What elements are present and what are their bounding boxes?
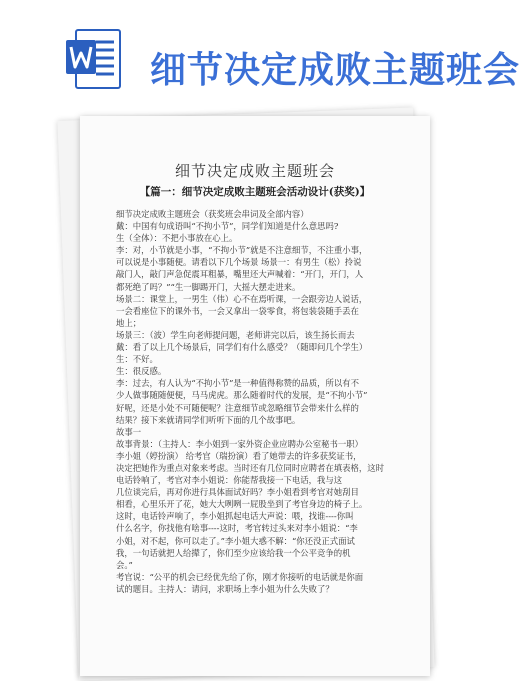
body-line: 什么名字，你找他有啥事----这时，考官转过头来对李小姐说：“李 — [116, 523, 358, 534]
word-document-icon — [66, 28, 122, 90]
body-line: 我，一句话就把人给撵了，你们至少应该给我一个公平竞争的机 — [116, 547, 351, 558]
body-line: 戴：看了以上几个场景后，同学们有什么感受？（随即问几个学生） — [116, 342, 368, 353]
body-line: 相看，心里乐开了花，她大大咧咧一屁股坐到了考官身边的椅子上。 — [116, 499, 368, 510]
body-line: 敲门人，敲门声急促震耳粗暴，嘴里还大声喊着：“开门，开门，人 — [116, 269, 364, 280]
body-line: 李：过去，有人认为“不拘小节”是一种值得称赞的品质，所以有不 — [116, 378, 360, 389]
body-line: 生：很反感。 — [116, 366, 167, 377]
body-line: 好呢，还是小处不可随便呢？注意细节或忽略细节会带来什么样的 — [116, 402, 359, 413]
body-line: 故事背景：（主持人：李小姐到一家外资企业应聘办公室秘书一职） — [116, 438, 364, 449]
body-line: 会。” — [116, 559, 133, 570]
body-line: 李：对，小节就是小事，“不拘小节”就是不注意细节，不注重小事， — [116, 245, 368, 256]
body-line: 结果？接下来就请同学们听听下面的几个故事吧。 — [116, 414, 301, 425]
body-line: 可以说是小事随便。请看以下几个场景 场景一：有男生（松）拎说 — [116, 257, 362, 268]
body-line: 生：不好。 — [116, 354, 158, 365]
body-line: 几位谈完后，再对你进行具体面试好吗？李小姐看到考官对她刮目 — [116, 487, 359, 498]
body-line: 少人做事随随便便，马马虎虎。那么随着时代的发展，是“不拘小节” — [116, 390, 368, 401]
banner-title: 细节决定成败主题班会 — [150, 50, 520, 91]
body-line: 细节决定成败主题班会（获奖班会串词及全部内容） — [116, 209, 309, 219]
body-line: 李小姐（婷扮演） 给考官（瑞扮演）看了她带去的许多获奖证书， — [116, 450, 362, 461]
body-line: 场景二：课堂上，一男生（伟）心不在焉听课，一会跟旁边人说话， — [116, 293, 368, 304]
body-line: 电话铃响了，考官对李小姐说：你能帮我接一下电话，我与这 — [116, 475, 343, 486]
document-page — [80, 116, 430, 676]
body-line: 小姐，对不起，你可以走了。”李小姐大惑不解：“你还没正式面试 — [116, 535, 355, 546]
body-line: 故事一 — [116, 426, 142, 437]
body-line: 试的题目。主持人：请问，求职场上李小姐为什么失败了？ — [116, 583, 334, 594]
document-body — [116, 208, 428, 595]
body-line: 地上； — [116, 317, 142, 328]
body-line: 场景三：（波）学生向老师提问题，老师讲完以后，该生扬长而去 — [116, 329, 355, 340]
document-title: 细节决定成败主题班会 — [174, 162, 335, 180]
body-line: 一会看座位下的课外书，一会又拿出一袋零食，将包装袋随手丢在 — [116, 305, 359, 316]
body-line: 考官说：“公平的机会已经优先给了你，刚才你接听的电话就是你面 — [116, 571, 364, 582]
header-banner — [0, 0, 520, 96]
section-heading: 【篇一：细节决定成败主题班会活动设计(获奖)】 — [139, 186, 371, 198]
body-line: 决定把她作为重点对象来考虑。当时还有几位同时应聘者在填表格，这时 — [116, 462, 384, 473]
body-line: 戴：中国有句成语叫“不拘小节”，同学们知道是什么意思吗? — [116, 221, 339, 232]
body-line: 都死绝了吗？”“生一脚踢开门，大摇大摆走进来。 — [116, 281, 301, 292]
body-line: 生（全体）：不把小事放在心上。 — [116, 233, 238, 244]
body-line: 这时，电话铃声响了，李小姐抓起电话大声说：喂，找谁----你叫 — [116, 511, 354, 522]
